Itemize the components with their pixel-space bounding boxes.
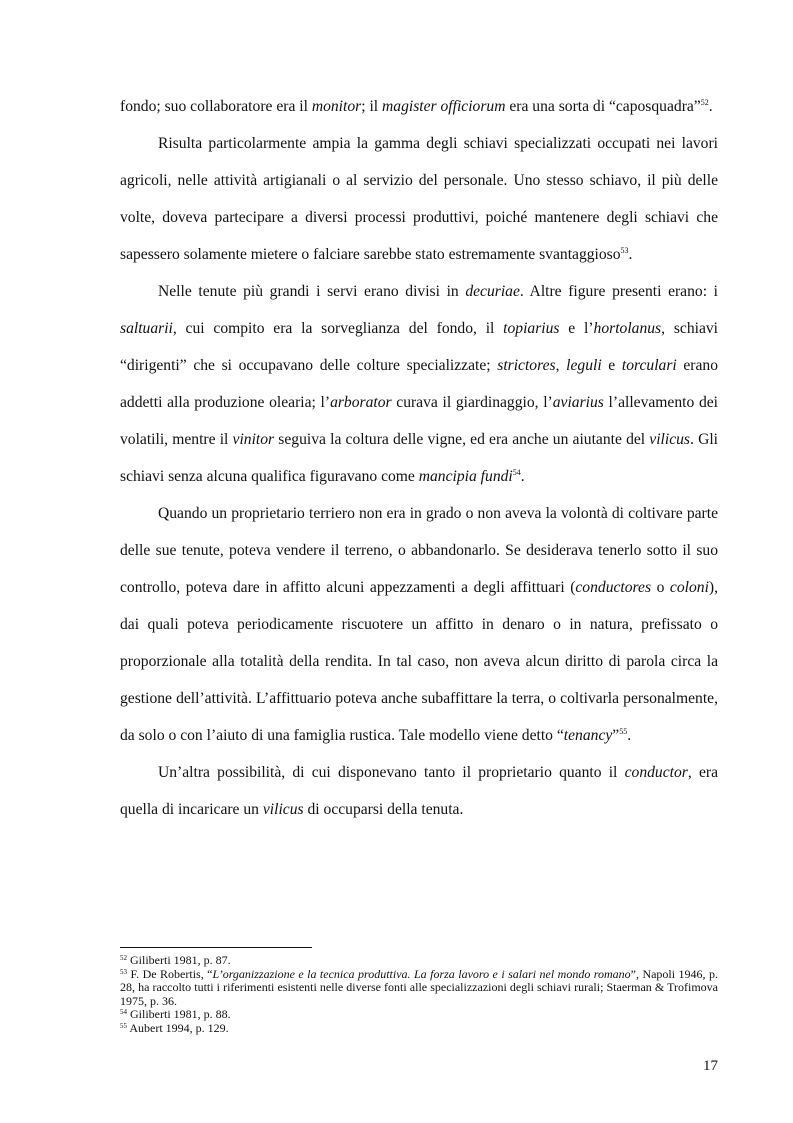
- footnote-ref: 52: [120, 954, 127, 962]
- footnote-ref: 54: [512, 468, 521, 477]
- text-run: ,: [555, 357, 567, 374]
- footnote-ref: 54: [120, 1008, 127, 1016]
- italic-term: decuriae: [465, 283, 520, 300]
- footnote: [120, 954, 718, 968]
- text-run: o: [651, 579, 670, 596]
- text-run: era una sorta di “caposquadra”: [505, 98, 701, 115]
- text-run: Aubert 1994, p. 129.: [127, 1020, 229, 1035]
- text-run: curava il giardinaggio, l’: [391, 394, 553, 411]
- text-run: ), dai quali poteva periodicamente riscuotere un affitto in denaro o in natura, prefissato o proporzionale alla totalità della rendita. In tal caso, non aveva alcun diritto di parola circa la gestione dell’attività. L’affittuario poteva anche subaffittare la terra, o coltivarla personalmente, da solo o con l’aiuto di una famiglia rustica. Tale modello viene detto “: [120, 579, 718, 744]
- italic-term: tenancy: [563, 727, 613, 744]
- text-run: erano addetti alla produzione olearia; l’: [120, 357, 719, 411]
- text-run: .: [708, 98, 713, 115]
- footnote-ref: 52: [700, 98, 709, 107]
- text-run: F. De Robertis, “: [127, 966, 213, 981]
- text-run: , era quella di incaricare un: [120, 764, 718, 818]
- italic-term: monitor: [311, 98, 362, 115]
- text-run: . Gli schiavi senza alcuna qualifica figuravano come: [120, 431, 719, 485]
- paragraph: [120, 495, 718, 754]
- text-run: , cui compito era la sorveglianza del fondo, il: [172, 320, 504, 337]
- paragraph: [120, 88, 718, 125]
- italic-term: topiarius: [503, 320, 560, 337]
- text-run: e: [601, 357, 622, 374]
- italic-term: vilicus: [649, 431, 691, 448]
- footnote-ref: 55: [619, 727, 628, 736]
- text-run: ”: [612, 727, 620, 744]
- italic-term: vinitor: [232, 431, 275, 448]
- italic-term: arborator: [330, 394, 392, 411]
- italic-term: saltuarii: [120, 320, 173, 337]
- italic-term: aviarius: [552, 394, 604, 411]
- italic-term: mancipia fundi: [418, 468, 513, 485]
- text-run: l’allevamento dei volatili, mentre il: [120, 394, 719, 448]
- paragraph: [120, 273, 718, 495]
- text-run: Giliberti 1981, p. 88.: [127, 1007, 231, 1021]
- text-run: , schiavi “dirigenti” che si occupavano delle colture specializzate;: [120, 320, 719, 374]
- text-run: .: [627, 727, 632, 744]
- text-run: . Altre figure presenti erano: i: [519, 283, 718, 300]
- text-run: ”, Napoli 1946, p. 28, ha raccolto tutti i riferimenti esistenti nelle diverse fonti alle specializzazioni degli schiavi rurali; Staerman & Trofimova 1975, p. 36.: [120, 966, 718, 1008]
- text-run: .: [628, 246, 633, 263]
- italic-term: conductor: [624, 764, 688, 781]
- text-run: fondo; suo collaboratore era il: [120, 98, 312, 115]
- italic-term: hortolanus: [593, 320, 662, 337]
- footnote: [120, 1008, 718, 1022]
- italic-term: L’organizzazione e la tecnica produttiva. La forza lavoro e i salari nel mondo romano: [212, 966, 631, 981]
- footnote-ref: 55: [120, 1021, 127, 1030]
- italic-term: conductores: [575, 579, 652, 596]
- text-run: .: [520, 468, 525, 485]
- italic-term: strictores: [497, 357, 556, 374]
- text-run: seguiva la coltura delle vigne, ed era anche un aiutante del: [274, 431, 650, 448]
- italic-term: vilicus: [262, 801, 304, 818]
- paragraph: [120, 754, 718, 828]
- text-run: Giliberti 1981, p. 87.: [127, 953, 231, 967]
- text-run: Quando un proprietario terriero non era in grado o non aveva la volontà di coltivare parte delle sue tenute, poteva vendere il terreno, o abbandonarlo. Se desiderava tenerlo sotto il suo controllo, poteva dare in affitto alcuni appezzamenti a degli affittuari (: [120, 505, 718, 596]
- text-run: e l’: [559, 320, 594, 337]
- text-run: Nelle tenute più grandi i servi erano divisi in: [158, 283, 466, 300]
- footnotes: [120, 954, 718, 1035]
- footnote-ref: 53: [620, 246, 629, 255]
- text-run: Un’altra possibilità, di cui disponevano tanto il proprietario quanto il: [158, 764, 625, 781]
- text-run: Risulta particolarmente ampia la gamma degli schiavi specializzati occupati nei lavori agricoli, nelle attività artigianali o al servizio del personale. Uno stesso schiavo, il più delle volte, doveva partecipare a diversi processi produttivi, poiché mantenere degli schiavi che sapessero solamente mietere o falciare sarebbe stato estremamente svantaggioso: [120, 135, 718, 263]
- text-run: di occuparsi della tenuta.: [303, 801, 464, 818]
- footnote-separator: [120, 947, 312, 948]
- paragraph: [120, 125, 718, 273]
- footnote-ref: 53: [120, 967, 127, 976]
- footnote: [120, 1022, 718, 1036]
- footnote: [120, 968, 718, 1009]
- italic-term: leguli: [566, 357, 602, 374]
- page-number: 17: [703, 1058, 718, 1074]
- body-text: [120, 88, 718, 828]
- italic-term: magister officiorum: [382, 98, 506, 115]
- italic-term: torculari: [621, 357, 677, 374]
- text-run: ; il: [361, 98, 383, 115]
- italic-term: coloni: [669, 579, 709, 596]
